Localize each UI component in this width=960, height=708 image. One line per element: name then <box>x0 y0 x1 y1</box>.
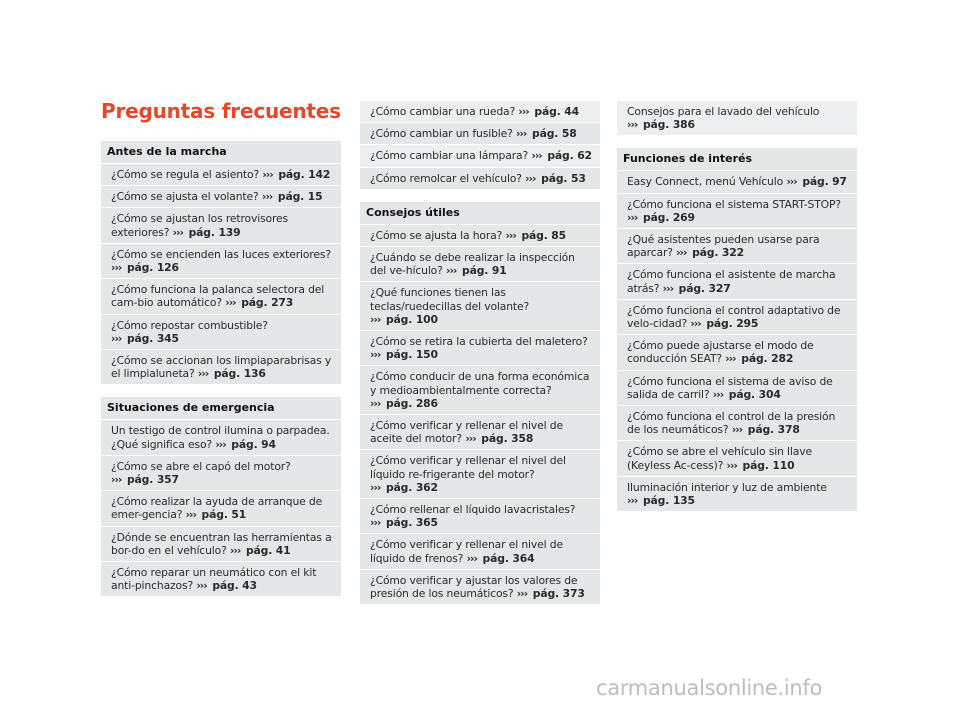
page-reference-text: pág. 53 <box>541 171 586 185</box>
page-reference-text: pág. 110 <box>742 458 795 472</box>
triple-chevron-icon: ››› <box>225 296 236 310</box>
faq-question: ¿Cómo cambiar una lámpara? <box>370 149 529 163</box>
faq-entry[interactable] <box>617 171 857 193</box>
faq-question: ¿Cómo rellenar el líquido lavacristales? <box>370 503 576 517</box>
faq-entry[interactable] <box>101 491 341 526</box>
faq-question: ¿Cómo funciona el sistema de aviso de salida de carril? <box>627 374 833 401</box>
triple-chevron-icon: ››› <box>505 228 516 242</box>
page-reference-link[interactable] <box>505 229 566 242</box>
triple-chevron-icon: ››› <box>466 551 477 565</box>
faq-entry[interactable] <box>617 300 857 335</box>
triple-chevron-icon: ››› <box>185 508 196 522</box>
triple-chevron-icon: ››› <box>690 317 701 331</box>
page-reference-text: pág. 43 <box>212 579 257 593</box>
triple-chevron-icon: ››› <box>229 543 241 557</box>
page-reference-text: pág. 150 <box>385 348 438 362</box>
page-reference-text: pág. 100 <box>385 312 438 326</box>
triple-chevron-icon: ››› <box>465 432 476 446</box>
page-reference-link[interactable] <box>370 348 438 361</box>
triple-chevron-icon: ››› <box>111 473 122 487</box>
page-reference-link[interactable] <box>725 352 793 365</box>
page-reference-link[interactable] <box>230 544 291 557</box>
faq-entry[interactable] <box>101 562 341 597</box>
column-2 <box>360 101 600 605</box>
faq-question: ¿Cómo verificar y rellenar el nivel de aceite del motor? <box>370 419 563 446</box>
faq-entry[interactable] <box>101 315 341 350</box>
faq-question: ¿Cómo se abre el vehículo sin llave (Keyless Ac-cess)? <box>627 445 812 472</box>
triple-chevron-icon: ››› <box>627 118 638 132</box>
faq-entry[interactable] <box>101 208 341 243</box>
faq-section <box>101 141 341 385</box>
page-reference-text: pág. 378 <box>747 423 800 437</box>
faq-section <box>617 101 857 136</box>
page-reference-text: pág. 51 <box>201 508 247 522</box>
page-reference-link[interactable] <box>198 367 266 380</box>
page-reference-link[interactable] <box>465 432 533 445</box>
page-reference-text: pág. 135 <box>642 494 695 508</box>
page-reference-text: pág. 41 <box>245 543 291 557</box>
faq-entry[interactable] <box>617 101 857 136</box>
page-reference-link[interactable] <box>111 473 179 486</box>
faq-entry[interactable] <box>360 415 600 450</box>
triple-chevron-icon: ››› <box>525 171 536 185</box>
page-reference-link[interactable] <box>262 168 330 181</box>
page-reference-text: pág. 139 <box>188 225 241 239</box>
triple-chevron-icon: ››› <box>516 587 528 601</box>
page-reference-link[interactable] <box>518 105 579 118</box>
faq-entry[interactable] <box>360 101 600 123</box>
triple-chevron-icon: ››› <box>172 225 183 239</box>
page-reference-link[interactable] <box>370 397 438 410</box>
page-reference-text: pág. 282 <box>741 352 794 366</box>
triple-chevron-icon: ››› <box>370 516 381 530</box>
page-reference-link[interactable] <box>627 211 695 224</box>
faq-question: ¿Cómo cambiar un fusible? <box>370 127 513 141</box>
triple-chevron-icon: ››› <box>111 261 122 275</box>
page-reference-link[interactable] <box>531 149 592 162</box>
faq-section <box>360 101 600 190</box>
faq-entry[interactable] <box>617 335 857 370</box>
page-reference-text: pág. 386 <box>642 118 695 132</box>
faq-question: Easy Connect, menú Vehículo <box>627 175 784 189</box>
page-reference-text: pág. 327 <box>678 281 731 295</box>
page-reference-text: pág. 357 <box>126 473 179 487</box>
faq-question: ¿Cómo funciona el sistema START-STOP? <box>627 197 841 211</box>
triple-chevron-icon: ››› <box>786 175 797 189</box>
page-reference-text: pág. 85 <box>521 228 567 242</box>
faq-question: ¿Qué funciones tienen las teclas/ruedecillas del volante? <box>370 286 530 313</box>
page-reference-link[interactable] <box>786 175 847 188</box>
page-reference-link[interactable] <box>111 332 179 345</box>
faq-entry[interactable] <box>360 168 600 190</box>
faq-question: ¿Cómo funciona el control de la presión de los neumáticos? <box>627 410 836 437</box>
triple-chevron-icon: ››› <box>262 168 273 181</box>
faq-question: ¿Cómo verificar y rellenar el nivel de líquido de frenos? <box>370 538 563 565</box>
triple-chevron-icon: ››› <box>370 348 381 362</box>
page-reference-text: pág. 97 <box>802 175 847 189</box>
faq-question: ¿Cómo puede ajustarse el modo de conducción SEAT? <box>627 339 814 366</box>
page-reference-link[interactable] <box>173 226 241 239</box>
faq-question: ¿Dónde se encuentran las herramientas a bor-do en el vehículo? <box>111 530 332 557</box>
faq-entry[interactable] <box>101 456 341 491</box>
page-reference-text: pág. 126 <box>126 261 179 275</box>
page-reference-link[interactable] <box>370 516 438 529</box>
section-heading: Antes de la marcha <box>101 141 341 164</box>
triple-chevron-icon: ››› <box>676 246 687 260</box>
triple-chevron-icon: ››› <box>196 579 207 593</box>
triple-chevron-icon: ››› <box>215 437 226 451</box>
triple-chevron-icon: ››› <box>531 149 542 163</box>
page-reference-link[interactable] <box>663 282 731 295</box>
faq-question: ¿Cómo se accionan los limpiaparabrisas y el limpialuneta? <box>111 354 332 381</box>
faq-question: ¿Cómo verificar y ajustar los valores de presión de los neumáticos? <box>370 573 578 601</box>
page-reference-text: pág. 91 <box>461 264 507 278</box>
watermark: carmanualsonline.info <box>596 676 823 700</box>
faq-question: Consejos para el lavado del vehículo <box>627 105 820 118</box>
section-heading: Consejos útiles <box>360 202 600 225</box>
page-reference-link[interactable] <box>446 264 507 277</box>
column-3 <box>617 101 857 512</box>
faq-entry[interactable] <box>617 441 857 476</box>
page-reference-text: pág. 364 <box>482 551 535 565</box>
page-reference-text: pág. 295 <box>706 317 759 331</box>
page-reference-text: pág. 345 <box>126 331 179 345</box>
faq-entry[interactable] <box>360 570 600 605</box>
faq-question: Iluminación interior y luz de ambiente <box>627 480 827 494</box>
faq-entry[interactable] <box>101 186 341 208</box>
column-1 <box>101 141 341 597</box>
page-reference-text: pág. 15 <box>277 190 323 204</box>
faq-entry[interactable] <box>360 450 600 499</box>
page-reference-text: pág. 322 <box>692 246 745 260</box>
faq-question: ¿Cómo conducir de una forma económica y medioambientalmente correcta? <box>370 370 590 397</box>
page-reference-text: pág. 44 <box>534 105 579 118</box>
faq-question: ¿Cómo reparar un neumático con el kit anti-pinchazos? <box>111 566 317 593</box>
triple-chevron-icon: ››› <box>731 423 743 437</box>
page-reference-link[interactable] <box>262 190 323 203</box>
faq-entry[interactable] <box>101 279 341 314</box>
page-reference-text: pág. 269 <box>642 210 695 224</box>
page-reference-text: pág. 373 <box>532 587 585 601</box>
page-reference-link[interactable] <box>370 313 438 326</box>
triple-chevron-icon: ››› <box>516 127 527 141</box>
faq-entry[interactable] <box>360 282 600 331</box>
page-reference-link[interactable] <box>727 459 795 472</box>
page-reference-link[interactable] <box>690 317 758 330</box>
page-reference-link[interactable] <box>111 261 179 274</box>
faq-entry[interactable] <box>360 331 600 366</box>
page-reference-text: pág. 362 <box>385 480 438 494</box>
faq-entry[interactable] <box>101 244 341 279</box>
triple-chevron-icon: ››› <box>446 264 457 278</box>
faq-entry[interactable] <box>360 225 600 247</box>
page-reference-link[interactable] <box>525 172 586 185</box>
triple-chevron-icon: ››› <box>370 396 381 410</box>
page-reference-link[interactable] <box>467 552 535 565</box>
triple-chevron-icon: ››› <box>111 331 122 345</box>
faq-question: Un testigo de control ilumina o parpadea. ¿Qué significa eso? <box>111 424 330 451</box>
faq-entry[interactable] <box>617 406 857 441</box>
faq-question: ¿Cómo repostar combustible? <box>111 318 268 332</box>
faq-question: ¿Qué asistentes pueden usarse para aparcar? <box>627 233 820 260</box>
page-reference-text: pág. 142 <box>278 168 331 181</box>
page-title: Preguntas frecuentes <box>101 99 341 123</box>
page-reference-link[interactable] <box>186 508 247 521</box>
faq-entry[interactable] <box>617 194 857 229</box>
faq-entry[interactable] <box>617 477 857 512</box>
faq-entry[interactable] <box>617 371 857 406</box>
faq-section <box>101 397 341 597</box>
page-reference-text: pág. 286 <box>385 396 438 410</box>
page-reference-text: pág. 365 <box>385 516 438 530</box>
faq-entry[interactable] <box>617 264 857 299</box>
faq-question: ¿Cuándo se debe realizar la inspección del ve-hículo? <box>370 251 575 278</box>
triple-chevron-icon: ››› <box>370 480 381 494</box>
triple-chevron-icon: ››› <box>518 105 529 118</box>
page-reference-text: pág. 62 <box>547 149 592 163</box>
faq-entry[interactable] <box>360 145 600 167</box>
faq-question: ¿Cómo verificar y rellenar el nivel del líquido re-frigerante del motor? <box>370 454 566 481</box>
faq-question: ¿Cómo funciona el control adaptativo de velo-cidad? <box>627 303 841 331</box>
triple-chevron-icon: ››› <box>726 458 737 472</box>
faq-question: ¿Cómo realizar la ayuda de arranque de emer-gencia? <box>111 495 323 522</box>
triple-chevron-icon: ››› <box>627 210 638 224</box>
page-reference-link[interactable] <box>732 423 800 436</box>
faq-question: ¿Cómo se ajustan los retrovisores exteriores? <box>111 212 289 239</box>
page-reference-text: pág. 136 <box>213 367 266 381</box>
triple-chevron-icon: ››› <box>712 387 724 401</box>
faq-section <box>617 148 857 512</box>
faq-question: ¿Cómo remolcar el vehículo? <box>370 171 522 185</box>
page-reference-link[interactable] <box>676 246 744 259</box>
faq-question: ¿Cómo se encienden las luces exteriores? <box>111 247 331 261</box>
page-reference-link[interactable] <box>215 438 276 451</box>
faq-entry[interactable] <box>101 527 341 562</box>
triple-chevron-icon: ››› <box>627 494 638 508</box>
page-reference-link[interactable] <box>517 587 585 600</box>
faq-entry[interactable] <box>360 499 600 534</box>
page-reference-link[interactable] <box>713 388 781 401</box>
page-reference-text: pág. 304 <box>728 387 781 401</box>
triple-chevron-icon: ››› <box>725 352 736 366</box>
triple-chevron-icon: ››› <box>370 312 381 326</box>
faq-question: ¿Cómo funciona el asistente de marcha atrás? <box>627 268 836 295</box>
page-reference-link[interactable] <box>196 579 257 592</box>
page-reference-link[interactable] <box>516 127 577 140</box>
faq-entry[interactable] <box>360 123 600 145</box>
section-heading: Funciones de interés <box>617 148 857 171</box>
faq-entry[interactable] <box>101 350 341 385</box>
page-reference-text: pág. 273 <box>241 296 294 310</box>
page-reference-text: pág. 94 <box>231 437 276 451</box>
faq-question: ¿Cómo se ajusta la hora? <box>370 228 503 242</box>
faq-entry[interactable] <box>360 534 600 569</box>
page-reference-text: pág. 58 <box>531 127 577 141</box>
triple-chevron-icon: ››› <box>197 367 209 381</box>
faq-question: ¿Cómo funciona la palanca selectora del cam-bio automático? <box>111 283 325 310</box>
faq-section <box>360 202 600 605</box>
triple-chevron-icon: ››› <box>662 281 674 295</box>
faq-entry[interactable] <box>101 164 341 186</box>
page-reference-link[interactable] <box>370 481 438 494</box>
page-reference-text: pág. 358 <box>481 432 534 446</box>
faq-question: ¿Cómo se regula el asiento? <box>111 168 260 181</box>
page-reference-link[interactable] <box>627 494 695 507</box>
triple-chevron-icon: ››› <box>261 190 273 204</box>
faq-question: ¿Cómo se ajusta el volante? <box>111 190 259 204</box>
faq-entry[interactable] <box>360 247 600 282</box>
faq-question: ¿Cómo se retira la cubierta del maletero? <box>370 335 588 349</box>
faq-entry[interactable] <box>617 229 857 264</box>
page-reference-link[interactable] <box>627 118 695 131</box>
faq-entry[interactable] <box>360 366 600 415</box>
faq-question: ¿Cómo cambiar una rueda? <box>370 105 516 118</box>
faq-entry[interactable] <box>101 420 341 455</box>
section-heading: Situaciones de emergencia <box>101 397 341 420</box>
page-reference-link[interactable] <box>225 296 293 309</box>
faq-question: ¿Cómo se abre el capó del motor? <box>111 459 291 473</box>
